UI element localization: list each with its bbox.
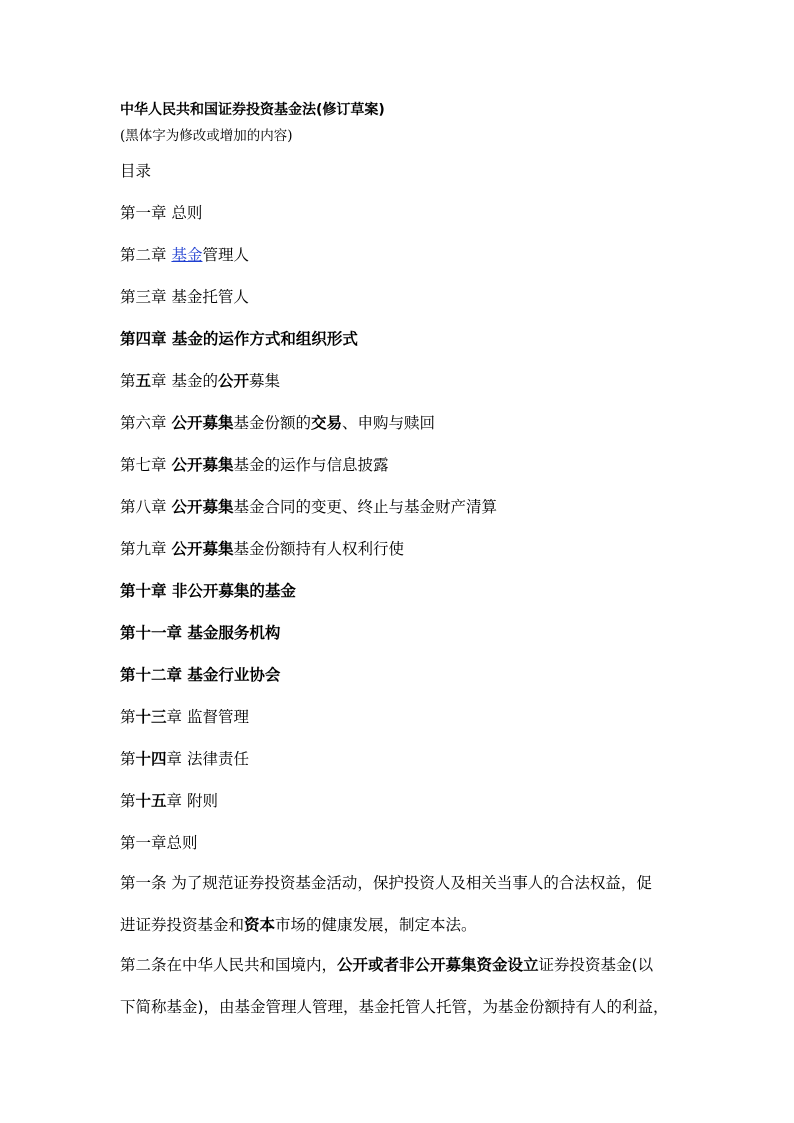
toc-entry — [120, 496, 680, 518]
toc-text: 基金份额的 — [233, 414, 311, 432]
toc-entry — [120, 790, 680, 812]
toc-entry — [120, 328, 680, 350]
toc-text: 第九章 — [120, 540, 172, 558]
toc-bold-text: 交易 — [310, 414, 342, 432]
toc-entry — [120, 454, 680, 476]
toc-bold-text: 十五 — [135, 792, 167, 810]
toc-text: 章 附则 — [166, 792, 218, 810]
article-2-text: 证券投资基金(以 — [538, 956, 654, 974]
toc-bold-text: 第十章 非公开募集的基金 — [120, 582, 296, 600]
chapter-1-heading: 第一章总则 — [120, 834, 198, 852]
toc-text: 基金合同的变更、终止与基金财产清算 — [233, 498, 497, 516]
article-2-text: 第二条在中华人民共和国境内， — [120, 956, 338, 974]
article-1-text: 市场的健康发展，制定本法。 — [275, 916, 477, 934]
toc-text: 第 — [120, 708, 136, 726]
toc-text: 第 — [120, 792, 136, 810]
toc-entry — [120, 538, 680, 560]
toc-text: 章 基金的 — [151, 372, 218, 390]
toc-entry — [120, 286, 680, 308]
toc-bold-text: 公开 — [217, 372, 249, 390]
toc-entry — [120, 412, 680, 434]
toc-heading: 目录 — [120, 162, 152, 180]
article-2-bold-text: 公开或者非公开募集资金设立 — [337, 956, 539, 974]
toc-bold-text: 公开募集 — [171, 540, 234, 558]
toc-bold-text: 公开募集 — [171, 498, 234, 516]
toc-bold-text: 公开募集 — [171, 456, 234, 474]
article-1 — [120, 872, 680, 936]
toc-text: 第 — [120, 372, 136, 390]
document-title: 中华人民共和国证券投资基金法(修订草案) — [120, 102, 385, 118]
toc-bold-text: 五 — [135, 372, 152, 390]
toc-text: 第七章 — [120, 456, 172, 474]
toc-bold-text: 第十一章 基金服务机构 — [120, 624, 281, 642]
toc-entry — [120, 748, 680, 770]
toc-entry — [120, 202, 680, 224]
toc-entry — [120, 370, 680, 392]
toc-text: 基金的运作与信息披露 — [233, 456, 389, 474]
toc-bold-text: 公开募集 — [171, 414, 234, 432]
document-subtitle: (黑体字为修改或增加的内容) — [120, 128, 293, 144]
article-2-line-2: 下简称基金)，由基金管理人管理，基金托管人托管，为基金份额持有人的利益， — [120, 998, 669, 1016]
toc-entry — [120, 622, 680, 644]
toc-text: 管理人 — [202, 246, 249, 264]
toc-text: 募集 — [248, 372, 280, 390]
article-1-bold-text: 资本 — [244, 916, 276, 934]
toc-entry — [120, 706, 680, 728]
table-of-contents — [120, 202, 680, 812]
toc-bold-text: 十四 — [135, 750, 167, 768]
toc-entry — [120, 664, 680, 686]
article-1-line-1: 第一条 为了规范证券投资基金活动，保护投资人及相关当事人的合法权益，促 — [120, 874, 652, 892]
toc-text: 第一章 总则 — [120, 204, 203, 222]
toc-text: 章 监督管理 — [166, 708, 249, 726]
toc-text: 第八章 — [120, 498, 172, 516]
toc-bold-text: 第四章 基金的运作方式和组织形式 — [120, 330, 358, 348]
article-2 — [120, 954, 680, 1018]
article-1-line-2 — [120, 914, 680, 936]
article-2-line-1 — [120, 954, 680, 976]
toc-text: 第 — [120, 750, 136, 768]
toc-text: 第六章 — [120, 414, 172, 432]
toc-text: 基金份额持有人权利行使 — [233, 540, 404, 558]
toc-text: 、申购与赎回 — [341, 414, 435, 432]
toc-bold-text: 十三 — [135, 708, 167, 726]
toc-text: 章 法律责任 — [166, 750, 249, 768]
toc-entry — [120, 244, 680, 266]
document-page — [120, 100, 680, 1018]
toc-entry — [120, 580, 680, 602]
article-1-text: 进证券投资基金和 — [120, 916, 245, 934]
toc-bold-text: 第十二章 基金行业协会 — [120, 666, 281, 684]
toc-text: 第二章 — [120, 246, 172, 264]
toc-link[interactable]: 基金 — [171, 246, 203, 264]
toc-text: 第三章 基金托管人 — [120, 288, 249, 306]
